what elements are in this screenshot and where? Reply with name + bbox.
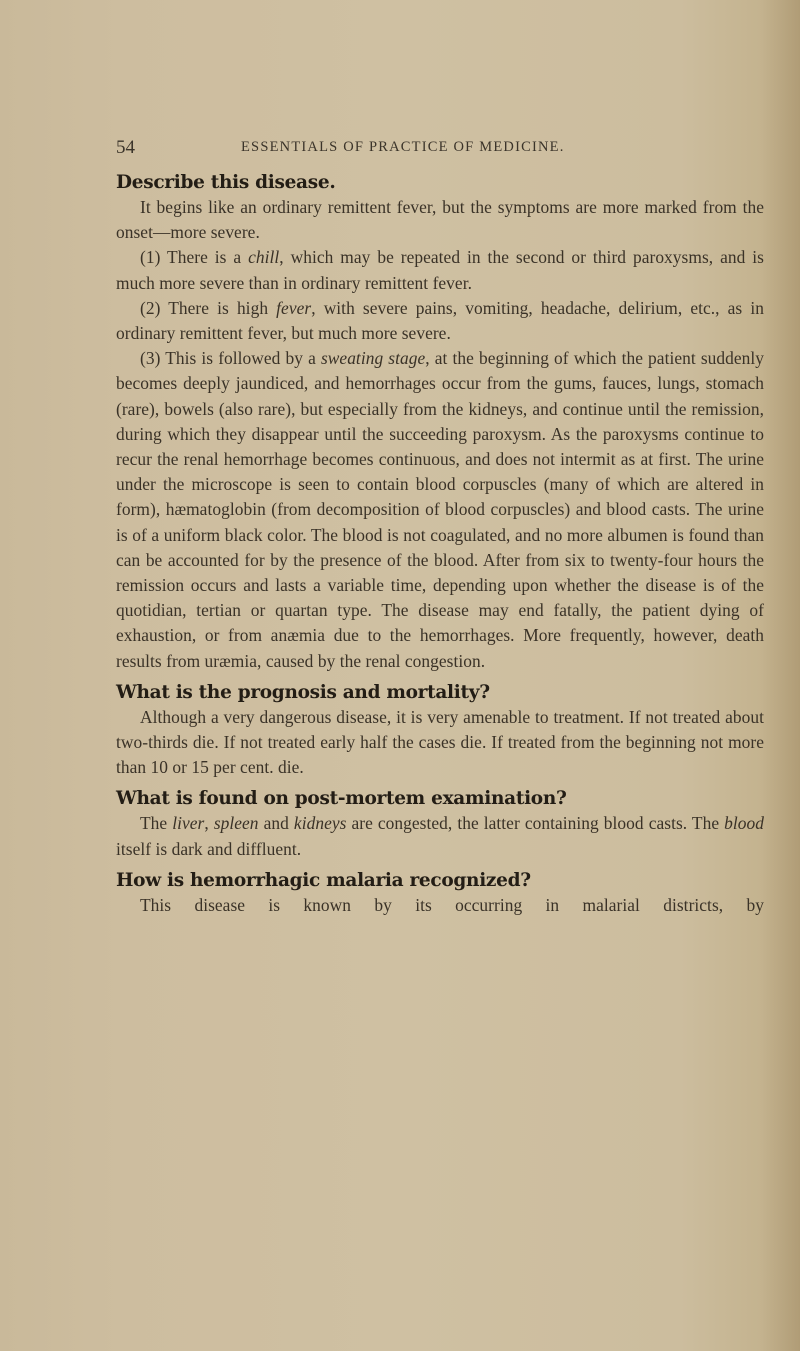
page-content <box>116 170 764 918</box>
question-heading: What is found on post-mortem examination? <box>116 788 567 810</box>
text-segment: The <box>140 813 173 834</box>
paragraph-intro: It begins like an ordinary remittent fever, but the symptoms are more marked from the onset—more severe. <box>116 197 764 243</box>
text-segment: itself is dark and diffluent. <box>116 838 302 859</box>
paragraph-prognosis: Although a very dangerous disease, it is very amenable to treatment. If not treated about two-thirds die. If not treated early half the cases die. If treated from the beginning not more than 10 or 15 per cent. die. <box>116 706 764 778</box>
running-title: ESSENTIALS OF PRACTICE OF MEDICINE. <box>241 139 565 155</box>
text-segment: and <box>258 813 294 834</box>
paragraph-chill <box>116 245 764 295</box>
italic-term: kidneys <box>293 813 347 834</box>
text-segment: (3) This is followed by a <box>140 348 321 369</box>
paragraph-post-mortem <box>116 811 764 861</box>
question-heading: How is hemorrhagic malaria recognized? <box>116 869 531 891</box>
running-head <box>116 137 756 159</box>
italic-term: fever <box>276 297 312 318</box>
page-number: 54 <box>116 137 135 158</box>
text-segment: , which may be repeated in the second or third paroxysms, and is much more severe than in ordinary remittent fever. <box>116 247 764 293</box>
italic-term: spleen <box>213 813 259 834</box>
section-describe-disease <box>116 170 764 674</box>
paragraph-sweating-stage <box>116 346 764 674</box>
paragraph-recognition: This disease is known by its occurring in malarial districts, by <box>140 894 764 915</box>
text-segment: , at the beginning of which the patient suddenly becomes deeply jaundiced, and hemorrhages occur from the gums, fauces, lungs, stomach (rare), bowels (also rare), but especially from the kidneys, and continue until the remission, during which they disappear until the succeeding paroxysm. As the paroxysms continue to recur the renal hemorrhage becomes continuous, and does not intermit as at first. The urine under the microscope is seen to contain blood corpuscles (many of which are altered in form), hæmatoglobin (from decomposition of blood corpuscles) and blood casts. The urine is of a uniform black color. The blood is not coagulated, and no more albumen is found than can be accounted for by the presence of the blood. After from six to twenty-four hours the remission occurs and lasts a variable time, depending upon whether the disease is of the quotidian, tertian or quartan type. The disease may end fatally, the patient dying of exhaustion, or from anæmia due to the hemorrhages. More frequently, however, death results from uræmia, caused by the renal congestion. <box>116 348 765 671</box>
italic-term: sweating stage <box>320 348 426 369</box>
text-segment: , <box>204 813 214 834</box>
question-heading: Describe this disease. <box>116 172 336 193</box>
text-segment: are congested, the latter containing blood casts. The <box>346 813 725 834</box>
text-segment: , with severe pains, vomiting, headache, delirium, etc., as in ordinary remittent fever, but much more severe. <box>116 297 764 344</box>
italic-term: chill <box>248 247 280 268</box>
section-recognition <box>116 868 764 918</box>
italic-term: liver <box>172 813 205 834</box>
question-heading: What is the prognosis and mortality? <box>116 681 490 703</box>
section-prognosis <box>116 680 764 781</box>
paragraph-fever <box>116 296 764 346</box>
text-segment: (1) There is a <box>140 247 249 268</box>
text-segment: (2) There is high <box>140 297 277 318</box>
section-post-mortem <box>116 786 764 861</box>
italic-term: blood <box>724 813 765 834</box>
